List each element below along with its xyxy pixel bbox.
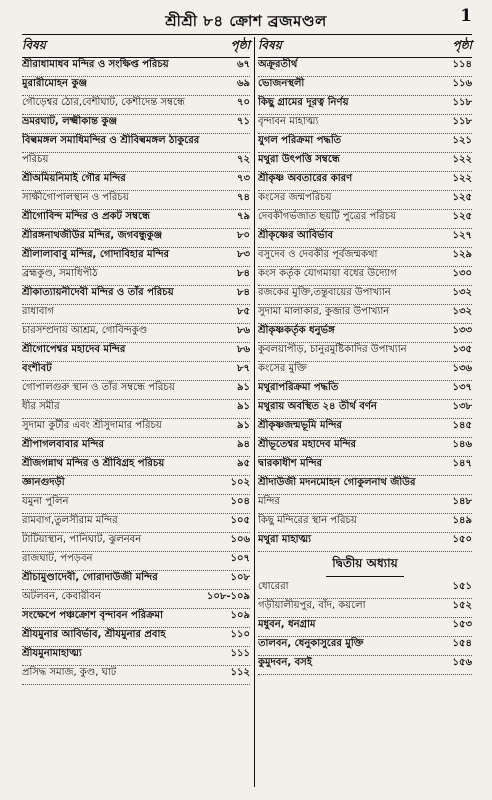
toc-entry-title: গড়ীয়ালীয়পুর, বাঁদ, কয়লো <box>258 600 366 611</box>
toc-entry-title: ধোরেরা <box>258 581 289 592</box>
toc-entry-title: কুবলয়াপীড়, চানুরমুষ্টিকাদির উপাখ্যান <box>258 344 407 355</box>
toc-entry <box>258 343 472 362</box>
page-label: পৃষ্ঠা <box>230 38 250 52</box>
toc-entry-page: ৯৪ <box>237 439 250 450</box>
toc-entry-page: ১০৭ <box>230 553 250 564</box>
toc-entry <box>22 590 250 609</box>
column-divider <box>254 37 255 787</box>
toc-entry-page: ৯১ <box>237 420 250 431</box>
toc-entry <box>258 599 472 618</box>
toc-entry <box>22 115 250 134</box>
toc-entry-title: ভ্রমরঘাট, লক্ষ্মীকান্ত কুঞ্জ <box>22 116 118 127</box>
toc-entry-title: শ্রীযমুনার আবির্ভাব, শ্রীযমুনার প্রবাহ <box>22 629 166 640</box>
toc-entry-title: শ্রীগোবিন্দ মন্দির ও প্রকট সম্বন্ধে <box>22 211 150 222</box>
toc-entry-page: ১৪৬ <box>452 439 472 450</box>
toc-entry <box>22 495 250 514</box>
toc-entry <box>22 476 250 495</box>
toc-entry-title: রাধাবাগ <box>22 306 54 317</box>
toc-entry-page: ১৩৭ <box>452 382 472 393</box>
toc-entry <box>258 381 472 400</box>
book-title: শ্রীশ্রী ৮৪ ক্রোশ ব্রজমণ্ডল <box>165 12 327 30</box>
toc-entry-title: শ্রীরঙ্গনাথজীউর মন্দির, জগবন্ধুকুঞ্জ <box>22 230 163 241</box>
toc-entry-title: টাটিয়াস্থান, পানিঘাট, ঝুলনবন <box>22 534 142 545</box>
toc-entry <box>258 58 472 77</box>
toc-entry-page: ১০৫ <box>230 515 250 526</box>
toc-entry-title: শ্রীদাউজী মদনমোহন গোকুলনাথ জীউর <box>258 477 416 488</box>
toc-entry-title: মথুরায় অবস্থিত ২৪ তীর্থ বর্ণন <box>258 401 377 412</box>
toc-entry <box>258 191 472 210</box>
toc-entry-title: রজকের মুক্তি,তন্তুবায়ের উপাখ্যান <box>258 287 391 298</box>
toc-entry-page: ১০২ <box>230 477 250 488</box>
toc-entry-title: মথুরা মাহাত্ম্য <box>258 534 312 545</box>
toc-entry <box>258 115 472 134</box>
toc-entry-page: ১০৮-১০৯ <box>206 591 250 602</box>
toc-entry-title: শ্রীপাগলবাবার মন্দির <box>22 439 104 450</box>
toc-entry-title: শ্রীকৃষ্ণজন্মভূমি মন্দির <box>258 420 342 431</box>
toc-entry <box>22 96 250 115</box>
toc-entry-page: ১৪৮ <box>452 496 472 507</box>
toc-entry-page: ১৩৩ <box>452 325 472 336</box>
toc-entry-title: সাক্ষীগোপালস্থান ও পরিচয় <box>22 192 129 203</box>
toc-entry-page: ১০৯ <box>230 610 250 621</box>
toc-entry <box>22 438 250 457</box>
toc-entry-title: শ্রীকৃষ্ণকর্তৃক ধনুর্ভঙ্গ <box>258 325 335 336</box>
toc-entry <box>22 666 250 685</box>
toc-entry-page: ১৩৫ <box>452 344 472 355</box>
toc-entry <box>258 476 472 495</box>
page-header <box>20 4 472 34</box>
toc-entry-title: শ্রীজগন্নাথ মন্দির ও শ্রীবিগ্রহ পরিচয় <box>22 458 165 469</box>
toc-entry-title: কিছু গ্রামের দূরত্ব নির্ণয় <box>258 97 349 108</box>
toc-entry-title: শ্রীলালাবাবু মন্দির, গোদাবিহার মন্দির <box>22 249 169 260</box>
toc-entry-title: বসুদেব ও দেবকীর পূর্বজন্মকথা <box>258 249 378 260</box>
toc-entry <box>22 305 250 324</box>
toc-entry-title: গৌড়েশ্বর ঠোর,বেশীঘাট, কেশীদেন্ত সম্বন্ধে <box>22 97 185 108</box>
toc-entry-title: দেবকীগর্ভজাত ছয়টি পুত্রের পরিচয় <box>258 211 396 222</box>
toc-entry <box>258 495 472 514</box>
toc-entry-title: ধীর সমীর <box>22 401 60 412</box>
toc-entry <box>258 248 472 267</box>
toc-entry-title: যমুনা পুলিন <box>22 496 69 507</box>
right-column-header <box>258 37 472 58</box>
toc-entry-page: ১৫২ <box>452 600 472 611</box>
toc-entry-title: জ্ঞানগুদড়ী <box>22 477 65 488</box>
toc-entry <box>22 419 250 438</box>
toc-entry <box>22 400 250 419</box>
toc-entry <box>258 153 472 172</box>
toc-entry-title: শ্রীকৃষ্ণ অবতারের কারণ <box>258 173 353 184</box>
section-heading <box>258 552 472 580</box>
toc-entry-page: ৮৬ <box>237 325 250 336</box>
toc-entry <box>258 96 472 115</box>
toc-entry-page: ৮৫ <box>237 306 250 317</box>
left-toc-list <box>22 58 250 685</box>
right-column <box>258 37 472 675</box>
page-label: পৃষ্ঠা <box>452 38 472 52</box>
toc-entry <box>258 286 472 305</box>
toc-entry <box>22 172 250 191</box>
toc-entry-page: ১১২ <box>230 667 250 678</box>
toc-entry-page: ১৫৬ <box>452 657 472 668</box>
toc-entry-title: তালবন, ধেনুকাসুরের মুক্তি <box>258 638 364 649</box>
toc-entry-page: ৮৪ <box>237 268 250 279</box>
toc-entry <box>22 571 250 590</box>
toc-entry-title: কংসের জন্মপরিচয় <box>258 192 332 203</box>
toc-entry-page: ১০৪ <box>230 496 250 507</box>
toc-entry <box>22 533 250 552</box>
toc-entry-page: ৬৭ <box>236 59 250 70</box>
toc-entry <box>258 637 472 656</box>
toc-entry <box>258 438 472 457</box>
toc-entry-title: সুদামা মালাকার, কুব্জার উপাখ্যান <box>258 306 390 317</box>
toc-entry <box>22 229 250 248</box>
toc-entry-page: ৯৫ <box>237 458 250 469</box>
toc-entry <box>258 457 472 476</box>
toc-entry-title: মথুরাপরিক্রমা পদ্ধতি <box>258 382 339 393</box>
toc-entry-title: দ্বারকাধীশ মন্দির <box>258 458 323 469</box>
toc-entry-page: ১১০ <box>230 629 250 640</box>
toc-entry-page: ১০৮ <box>230 572 250 583</box>
toc-entry <box>22 552 250 571</box>
toc-entry-page: ৬৯ <box>237 78 250 89</box>
toc-entry-title: অক্রূরতীর্থ <box>258 59 298 70</box>
toc-entry-title: শ্রীরাধামাধব মন্দির ও সংক্ষিপ্ত পরিচয় <box>22 59 169 70</box>
toc-entry-page: ৮০ <box>237 230 250 241</box>
toc-entry-title: মথুরা উৎপত্তি সম্বন্ধে <box>258 154 340 165</box>
toc-entry-title: পরিচয় <box>22 154 49 165</box>
toc-entry-page: ১২২ <box>452 154 472 165</box>
toc-entry-page: ১১৪ <box>452 59 472 70</box>
toc-entry-page: ১৫৪ <box>452 638 472 649</box>
toc-entry-page: ১৩২ <box>452 306 472 317</box>
toc-entry-page: ৭২ <box>236 154 250 165</box>
toc-entry-title: শ্রীকাত্যায়নীদেবী মন্দির ও তাঁর পরিচয় <box>22 287 174 298</box>
toc-entry-page: ১১১ <box>230 648 250 659</box>
toc-entry <box>258 419 472 438</box>
header-rule <box>22 34 472 35</box>
toc-entry <box>22 153 250 172</box>
toc-entry-page: ১৩০ <box>452 268 472 279</box>
toc-entry <box>258 362 472 381</box>
toc-entry-title: সংক্ষেপে পঞ্চক্রোশ বৃন্দাবন পরিক্রমা <box>22 610 163 621</box>
toc-entry <box>22 58 250 77</box>
toc-entry-title: যুগল পরিক্রমা পদ্ধতি <box>258 135 342 146</box>
toc-entry <box>258 305 472 324</box>
toc-entry-title: শ্রীভূতেশ্বর মহাদেব মন্দির <box>258 439 357 450</box>
page-number: 1 <box>460 6 472 26</box>
toc-entry <box>22 134 250 153</box>
toc-entry-title: রাজঘাট, পপড়বন <box>22 553 93 564</box>
toc-entry-title: শ্রীকৃষ্ণের আবির্ভাব <box>258 230 334 241</box>
toc-entry-page: ১১৮ <box>452 97 472 108</box>
toc-entry-title: মুরারীমোহন কুঞ্জ <box>22 78 88 89</box>
left-column <box>22 37 250 685</box>
toc-entry <box>22 514 250 533</box>
toc-entry-page: ১১৬ <box>452 78 472 89</box>
toc-entry <box>22 457 250 476</box>
toc-entry-title: মধুবন, ধনগ্রাম <box>258 619 316 630</box>
toc-entry-title: রামবাগ,তুলসীরাম মন্দির <box>22 515 118 526</box>
toc-entry-page: ১৪৯ <box>452 515 472 526</box>
toc-entry <box>258 400 472 419</box>
toc-entry-page: ১৪৫ <box>452 420 472 431</box>
toc-entry-title: শ্রীচামুণ্ডাদেবী, গোরাদাউজী মন্দির <box>22 572 158 583</box>
toc-entry <box>22 191 250 210</box>
toc-entry <box>22 267 250 286</box>
toc-entry-page: ৮৩ <box>237 249 250 260</box>
toc-entry-title: শ্রীযমুনামাহাত্ম্য <box>22 648 82 659</box>
toc-entry <box>258 533 472 552</box>
toc-entry-page: ১২৭ <box>452 230 472 241</box>
toc-entry-page: ১০৬ <box>230 534 250 545</box>
toc-entry-title: চারসম্প্রদায় আশ্রম, গোবিন্দকুণ্ড <box>22 325 148 336</box>
subject-label: বিষয় <box>258 38 282 52</box>
toc-entry <box>22 609 250 628</box>
toc-entry-page: ১৫০ <box>452 534 472 545</box>
toc-entry <box>22 286 250 305</box>
right-toc-list <box>258 58 472 552</box>
toc-entry-page: ১৪৭ <box>452 458 472 469</box>
toc-entry-title: শ্রীগোপেশ্বর মহাদেব মন্দির <box>22 344 126 355</box>
toc-entry-page: ৮৭ <box>237 363 250 374</box>
toc-entry-title: গোপালগুরু স্থান ও তাঁর সম্বন্ধে পরিচয় <box>22 382 175 393</box>
section-two-toc-list <box>258 580 472 675</box>
toc-entry-page: ৮৪ <box>237 287 250 298</box>
toc-entry-title: কিছু মন্দিরের স্থান পরিচয় <box>258 515 357 526</box>
toc-entry-page: ১৫৩ <box>452 619 472 630</box>
toc-entry <box>22 343 250 362</box>
toc-entry-title: কুমুদবন, বসই <box>258 657 312 668</box>
toc-entry <box>258 580 472 599</box>
toc-entry-title: মন্দির <box>258 496 280 507</box>
toc-entry-title: প্রসিদ্ধ সমাজ, কুণ্ড, ঘাট <box>22 667 117 678</box>
toc-entry-title: ভোজনস্থলী <box>258 78 305 89</box>
toc-entry-title: ব্রহ্মকুণ্ড, সমাধিপীঠ <box>22 268 98 279</box>
toc-entry <box>258 618 472 637</box>
toc-entry <box>258 267 472 286</box>
toc-entry-page: ১৩৮ <box>452 401 472 412</box>
toc-entry-page: ৭৪ <box>237 192 250 203</box>
toc-entry-title: বৃন্দাবন মাহাত্ম্য <box>258 116 319 127</box>
toc-entry-page: ১৩২ <box>452 287 472 298</box>
toc-entry <box>258 134 472 153</box>
toc-entry-title: কংস কর্তৃক যোগমায়া বধের উদ্যোগ <box>258 268 397 279</box>
toc-entry-page: ৯১ <box>237 382 250 393</box>
toc-entry <box>22 248 250 267</box>
toc-entry-page: ৭৯ <box>237 211 250 222</box>
toc-entry <box>22 381 250 400</box>
toc-entry-page: ১২১ <box>452 135 472 146</box>
toc-entry-page: ১৩৬ <box>452 363 472 374</box>
toc-entry-page: ৮৬ <box>237 344 250 355</box>
subject-label: বিষয় <box>22 38 46 52</box>
toc-entry-page: ৭০ <box>236 97 250 108</box>
toc-entry <box>258 324 472 343</box>
toc-entry <box>22 628 250 647</box>
toc-entry <box>22 362 250 381</box>
toc-entry-page: ১২৯ <box>452 249 472 260</box>
toc-entry-page: ১১৮ <box>452 116 472 127</box>
toc-entry-page: ১২২ <box>452 173 472 184</box>
toc-entry-title: বংশীবট <box>22 363 52 374</box>
toc-entry <box>258 229 472 248</box>
toc-entry <box>22 647 250 666</box>
toc-entry-page: ১২৫ <box>452 192 472 203</box>
toc-entry-page: ১৫১ <box>452 581 472 592</box>
toc-entry-title: অটলবন, কেবারীবন <box>22 591 101 602</box>
toc-entry <box>22 77 250 96</box>
toc-entry-page: ৯১ <box>237 401 250 412</box>
toc-entry-page: ৭১ <box>237 116 250 127</box>
toc-entry <box>258 77 472 96</box>
toc-entry <box>258 172 472 191</box>
toc-entry-title: শ্রীঅমিয়নিমাই গৌর মন্দির <box>22 173 126 184</box>
toc-entry <box>22 324 250 343</box>
toc-entry-page: ৭৩ <box>236 173 250 184</box>
toc-entry-title: সুদামা কুটীর এবং শ্রীসুদামার পরিচয় <box>22 420 162 431</box>
toc-entry <box>258 514 472 533</box>
toc-entry <box>22 210 250 229</box>
toc-entry-title: কংসের মুক্তি <box>258 363 307 374</box>
toc-entry-title: বিল্বমঙ্গল সমাধিমন্দির ও শ্রীবিল্বমঙ্গল ঠাকুরের <box>22 135 200 146</box>
toc-entry <box>258 656 472 675</box>
section-heading-text: দ্বিতীয় অধ্যায় <box>326 555 403 577</box>
toc-entry-page: ১২৫ <box>452 211 472 222</box>
left-column-header <box>22 37 250 58</box>
toc-entry <box>258 210 472 229</box>
